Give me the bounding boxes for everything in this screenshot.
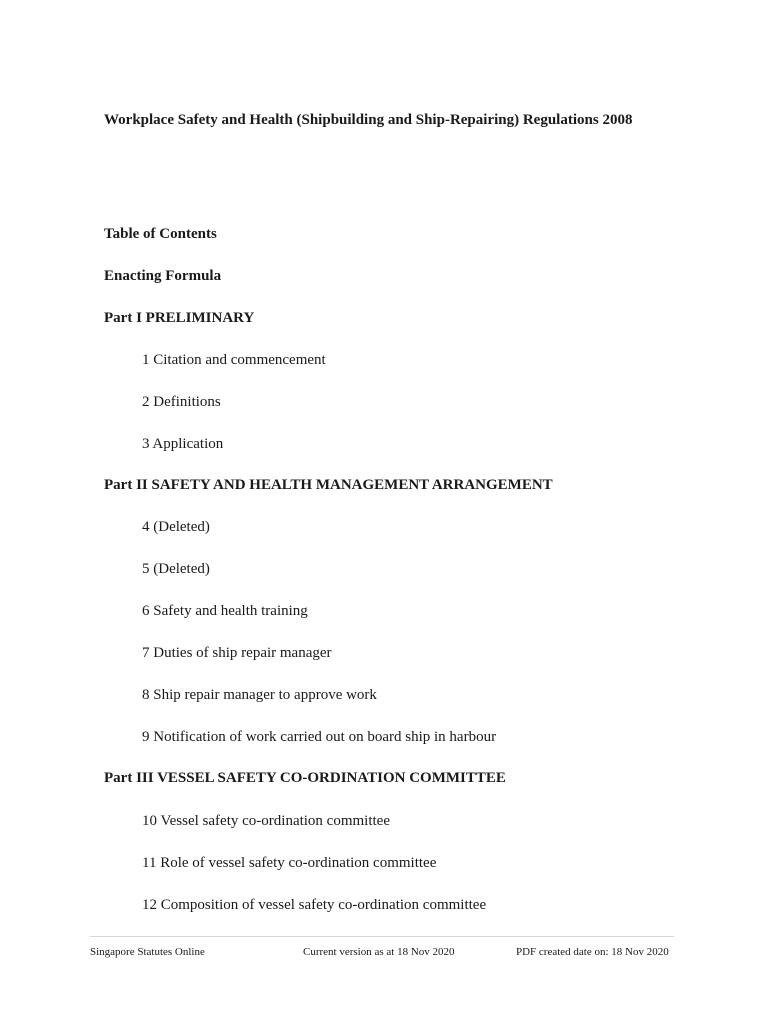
toc-section-2[interactable]: 2 Definitions xyxy=(142,394,221,410)
toc-section-8[interactable]: 8 Ship repair manager to approve work xyxy=(142,687,377,703)
toc-section-5[interactable]: 5 (Deleted) xyxy=(142,561,210,577)
toc-section-7[interactable]: 7 Duties of ship repair manager xyxy=(142,645,332,661)
toc-part-1[interactable] xyxy=(104,308,254,328)
footer-pdf-created: PDF created date on: 18 Nov 2020 xyxy=(516,946,669,958)
part-2-title: SAFETY AND HEALTH MANAGEMENT ARRANGEMENT xyxy=(151,477,553,493)
toc-section-11[interactable]: 11 Role of vessel safety co-ordination committee xyxy=(142,855,437,871)
toc-section-4[interactable]: 4 (Deleted) xyxy=(142,519,210,535)
toc-section-12[interactable]: 12 Composition of vessel safety co-ordination committee xyxy=(142,897,487,913)
toc-section-3[interactable]: 3 Application xyxy=(142,436,224,452)
toc-section-10[interactable]: 10 Vessel safety co-ordination committee xyxy=(142,813,390,829)
toc-section-9[interactable]: 9 Notification of work carried out on board ship in harbour xyxy=(142,729,497,745)
toc-section-1[interactable]: 1 Citation and commencement xyxy=(142,352,326,368)
footer-source: Singapore Statutes Online xyxy=(90,946,205,958)
footer-current-version: Current version as at 18 Nov 2020 xyxy=(303,946,455,958)
part-3-prefix: Part III xyxy=(104,770,154,786)
part-1-title: PRELIMINARY xyxy=(145,310,255,326)
toc-part-2[interactable] xyxy=(104,475,553,495)
toc-heading[interactable]: Table of Contents xyxy=(104,226,217,242)
toc-enacting-formula[interactable]: Enacting Formula xyxy=(104,268,222,284)
toc-section-6[interactable]: 6 Safety and health training xyxy=(142,603,308,619)
footer-divider xyxy=(90,936,674,937)
document-title: Workplace Safety and Health (Shipbuilding and Ship-Repairing) Regulations 2008 xyxy=(104,112,633,128)
part-1-prefix: Part I xyxy=(104,310,142,326)
part-3-title: VESSEL SAFETY CO-ORDINATION COMMITTEE xyxy=(157,770,506,786)
part-2-prefix: Part II xyxy=(104,477,148,493)
toc-part-3[interactable] xyxy=(104,768,506,788)
